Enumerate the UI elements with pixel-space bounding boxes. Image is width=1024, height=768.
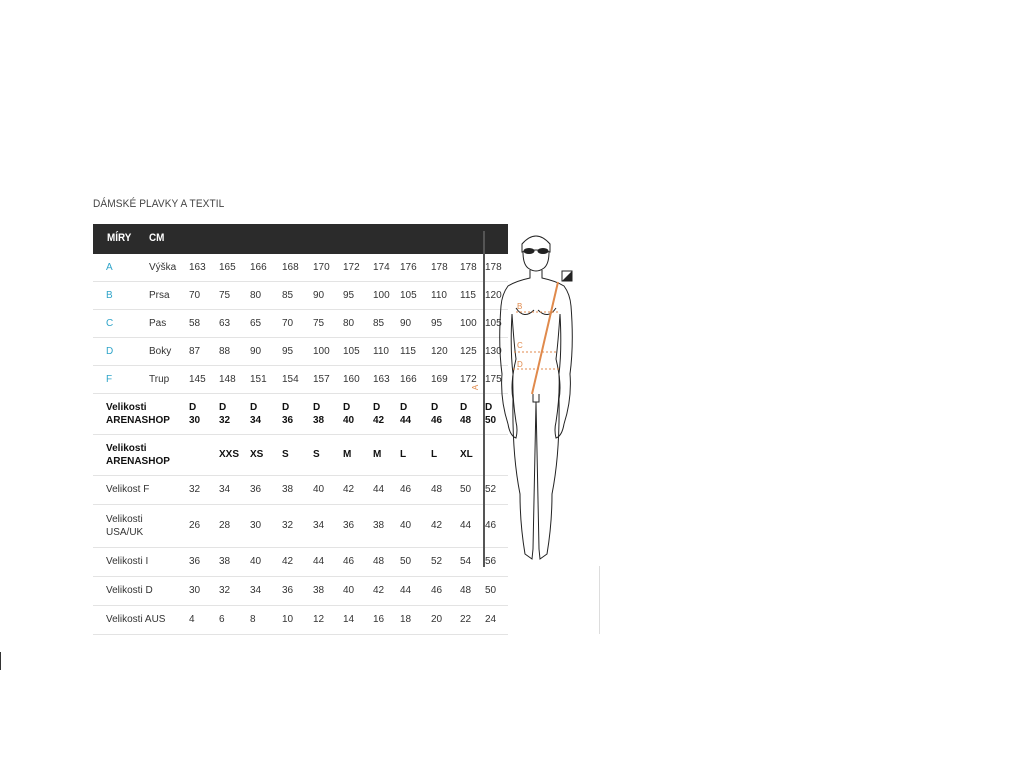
size-number: 50 — [485, 415, 497, 426]
table-cell: 48 — [373, 556, 385, 567]
table-cell: 165 — [219, 261, 236, 273]
table-cell: 95 — [282, 345, 294, 357]
table-cell: 174 — [373, 261, 390, 273]
table-cell: 87 — [189, 345, 201, 357]
table-cell: 52 — [431, 556, 443, 567]
table-cell: 42 — [282, 556, 294, 567]
size-number: 36 — [282, 415, 294, 426]
table-cell: 22 — [460, 614, 472, 625]
table-cell: 8 — [250, 614, 256, 625]
table-cell: 36 — [250, 484, 262, 495]
table-cell: 6 — [219, 614, 225, 625]
size-prefix: D — [219, 402, 227, 413]
table-cell: 42 — [373, 585, 385, 596]
edge-mark — [0, 652, 1, 670]
table-cell: 32 — [282, 520, 294, 531]
measure-letter: D — [106, 345, 114, 357]
table-cell: 178 — [485, 261, 502, 273]
table-cell: 170 — [313, 261, 330, 273]
table-cell — [313, 401, 324, 427]
size-prefix: D — [189, 402, 197, 413]
table-cell: 40 — [313, 484, 325, 495]
table-header — [93, 224, 508, 254]
table-cell: 90 — [313, 289, 325, 301]
table-cell: 95 — [431, 317, 443, 329]
table-cell — [250, 401, 261, 427]
table-cell: 40 — [400, 520, 412, 531]
table-cell — [431, 401, 442, 427]
table-cell: L — [400, 449, 407, 460]
table-cell: 10 — [282, 614, 294, 625]
table-cell: S — [313, 449, 320, 460]
divider-line-gray — [599, 566, 600, 634]
table-cell: 4 — [189, 614, 195, 625]
table-row — [93, 310, 508, 338]
table-cell: XL — [460, 449, 473, 460]
table-cell: 100 — [373, 289, 390, 301]
row-label-line: ARENASHOP — [106, 456, 170, 467]
table-cell — [282, 401, 293, 427]
table-cell: 120 — [485, 289, 502, 301]
table-cell: 70 — [189, 289, 201, 301]
table-cell: 46 — [485, 520, 497, 531]
row-label — [106, 442, 170, 468]
table-cell: 130 — [485, 345, 502, 357]
table-cell: 105 — [485, 317, 502, 329]
table-cell: 54 — [460, 556, 472, 567]
row-label: Velikosti I — [106, 556, 149, 567]
table-cell: 160 — [343, 373, 360, 385]
table-cell: 63 — [219, 317, 231, 329]
table-cell: 169 — [431, 373, 448, 385]
size-prefix: D — [460, 402, 468, 413]
label-c: C — [517, 341, 523, 350]
table-row — [93, 476, 508, 505]
table-cell: 75 — [219, 289, 231, 301]
table-cell: 30 — [250, 520, 262, 531]
table-cell: 32 — [189, 484, 201, 495]
table-cell: 75 — [313, 317, 325, 329]
table-row — [93, 254, 508, 282]
table-cell: 50 — [485, 585, 497, 596]
size-prefix: D — [373, 402, 381, 413]
table-row — [93, 394, 508, 435]
table-cell: 40 — [343, 585, 355, 596]
row-label-line: Velikosti — [106, 402, 147, 413]
label-a: A — [471, 384, 481, 391]
table-cell: 166 — [400, 373, 417, 385]
table-cell: 44 — [400, 585, 412, 596]
row-label-line: Velikosti — [106, 443, 147, 454]
table-cell: 166 — [250, 261, 267, 273]
row-label: Velikost F — [106, 484, 150, 495]
label-b: B — [517, 302, 523, 311]
table-cell: 172 — [343, 261, 360, 273]
table-cell: 178 — [460, 261, 477, 273]
table-cell: 14 — [343, 614, 355, 625]
table-cell: 44 — [373, 484, 385, 495]
table-cell: 151 — [250, 373, 267, 385]
table-cell: 115 — [400, 345, 416, 357]
page-title: DÁMSKÉ PLAVKY A TEXTIL — [93, 198, 225, 210]
table-cell: 125 — [460, 345, 477, 357]
table-cell: 18 — [400, 614, 412, 625]
row-label-line: ARENASHOP — [106, 415, 170, 426]
size-prefix: D — [431, 402, 439, 413]
table-cell: 176 — [400, 261, 417, 273]
table-cell: 26 — [189, 520, 201, 531]
table-cell: 85 — [373, 317, 385, 329]
table-cell: 154 — [282, 373, 299, 385]
table-row — [93, 366, 508, 394]
size-prefix: D — [250, 402, 258, 413]
row-label: Boky — [149, 345, 172, 357]
row-label: Výška — [149, 261, 177, 273]
table-cell: 50 — [400, 556, 412, 567]
table-row — [93, 505, 508, 548]
size-number: 42 — [373, 415, 385, 426]
table-cell: 52 — [485, 484, 497, 495]
table-cell: 42 — [343, 484, 355, 495]
table-cell: 46 — [400, 484, 412, 495]
table-cell: 70 — [282, 317, 294, 329]
size-number: 44 — [400, 415, 412, 426]
size-number: 40 — [343, 415, 355, 426]
table-cell: L — [431, 449, 438, 460]
size-number: 48 — [460, 415, 472, 426]
table-cell: 48 — [431, 484, 443, 495]
table-cell: XXS — [219, 449, 240, 460]
table-cell: 28 — [219, 520, 231, 531]
table-cell: 46 — [343, 556, 355, 567]
table-cell: 24 — [485, 614, 497, 625]
measure-tape-icon — [562, 271, 572, 281]
row-label: Prsa — [149, 289, 170, 301]
size-prefix: D — [282, 402, 290, 413]
measure-letter: A — [106, 261, 113, 273]
table-cell: 20 — [431, 614, 443, 625]
table-cell: 105 — [343, 345, 360, 357]
row-label: Velikosti AUS — [106, 614, 166, 625]
row-label: Trup — [149, 373, 170, 385]
table-cell: 120 — [431, 345, 448, 357]
table-cell: 58 — [189, 317, 201, 329]
table-row — [93, 606, 508, 635]
row-label: Velikosti USA/UK — [106, 514, 144, 538]
table-cell: XS — [250, 449, 264, 460]
measure-letter: F — [106, 373, 113, 385]
row-label: Velikosti D — [106, 585, 153, 596]
table-cell: 163 — [373, 373, 390, 385]
size-prefix: D — [313, 402, 321, 413]
table-cell: 16 — [373, 614, 385, 625]
table-cell: 34 — [313, 520, 325, 531]
table-cell: 100 — [313, 345, 330, 357]
table-cell: 40 — [250, 556, 262, 567]
table-cell: 42 — [431, 520, 443, 531]
table-cell: 95 — [343, 289, 355, 301]
table-cell: 38 — [313, 585, 325, 596]
label-d: D — [517, 360, 523, 369]
size-prefix: D — [400, 402, 408, 413]
table-cell: 105 — [400, 289, 417, 301]
table-cell: M — [343, 449, 352, 460]
table-row — [93, 338, 508, 366]
table-cell: 100 — [460, 317, 477, 329]
table-cell: 157 — [313, 373, 330, 385]
table-row — [93, 548, 508, 577]
table-cell: 172 — [460, 373, 477, 385]
measure-letter: C — [106, 317, 114, 329]
table-cell: 148 — [219, 373, 236, 385]
table-cell: 80 — [343, 317, 355, 329]
table-cell: 85 — [282, 289, 294, 301]
table-cell: 110 — [431, 289, 447, 301]
size-prefix: D — [485, 402, 493, 413]
table-cell: 168 — [282, 261, 299, 273]
table-row — [93, 577, 508, 606]
table-cell: 90 — [400, 317, 412, 329]
table-cell — [400, 401, 411, 427]
table-cell: 38 — [219, 556, 231, 567]
table-cell: 36 — [189, 556, 201, 567]
size-number: 38 — [313, 415, 325, 426]
table-cell: 44 — [313, 556, 325, 567]
table-cell: 44 — [460, 520, 472, 531]
table-cell: M — [373, 449, 382, 460]
table-cell: 38 — [282, 484, 294, 495]
table-cell: 110 — [373, 345, 389, 357]
table-cell — [343, 401, 354, 427]
table-row — [93, 282, 508, 310]
size-prefix: D — [343, 402, 351, 413]
table-cell: 12 — [313, 614, 325, 625]
table-cell — [219, 401, 230, 427]
table-cell: 115 — [460, 289, 476, 301]
table-cell: 163 — [189, 261, 206, 273]
row-label: Pas — [149, 317, 167, 329]
table-cell: 34 — [219, 484, 231, 495]
table-cell: 36 — [282, 585, 294, 596]
table-cell: 175 — [485, 373, 502, 385]
table-cell: S — [282, 449, 289, 460]
table-cell: 65 — [250, 317, 262, 329]
table-cell: 32 — [219, 585, 231, 596]
table-cell: 88 — [219, 345, 231, 357]
size-number: 46 — [431, 415, 443, 426]
table-cell: 36 — [343, 520, 355, 531]
table-cell — [373, 401, 384, 427]
table-cell: 50 — [460, 484, 472, 495]
table-cell: 56 — [485, 556, 497, 567]
table-row — [93, 435, 508, 476]
table-cell: 46 — [431, 585, 443, 596]
table-cell: 80 — [250, 289, 262, 301]
row-label — [106, 401, 170, 427]
table-cell: 178 — [431, 261, 448, 273]
size-number: 32 — [219, 415, 231, 426]
table-cell: 34 — [250, 585, 262, 596]
table-cell: 145 — [189, 373, 206, 385]
header-miry: MÍRY — [107, 232, 132, 244]
size-number: 34 — [250, 415, 262, 426]
table-cell: 30 — [189, 585, 201, 596]
measure-letter: B — [106, 289, 113, 301]
table-cell: 48 — [460, 585, 472, 596]
body-figure — [470, 224, 605, 569]
size-number: 30 — [189, 415, 201, 426]
size-table — [93, 254, 508, 635]
table-cell: 90 — [250, 345, 262, 357]
table-cell: 38 — [373, 520, 385, 531]
header-cm: CM — [149, 232, 165, 244]
table-cell — [189, 401, 200, 427]
